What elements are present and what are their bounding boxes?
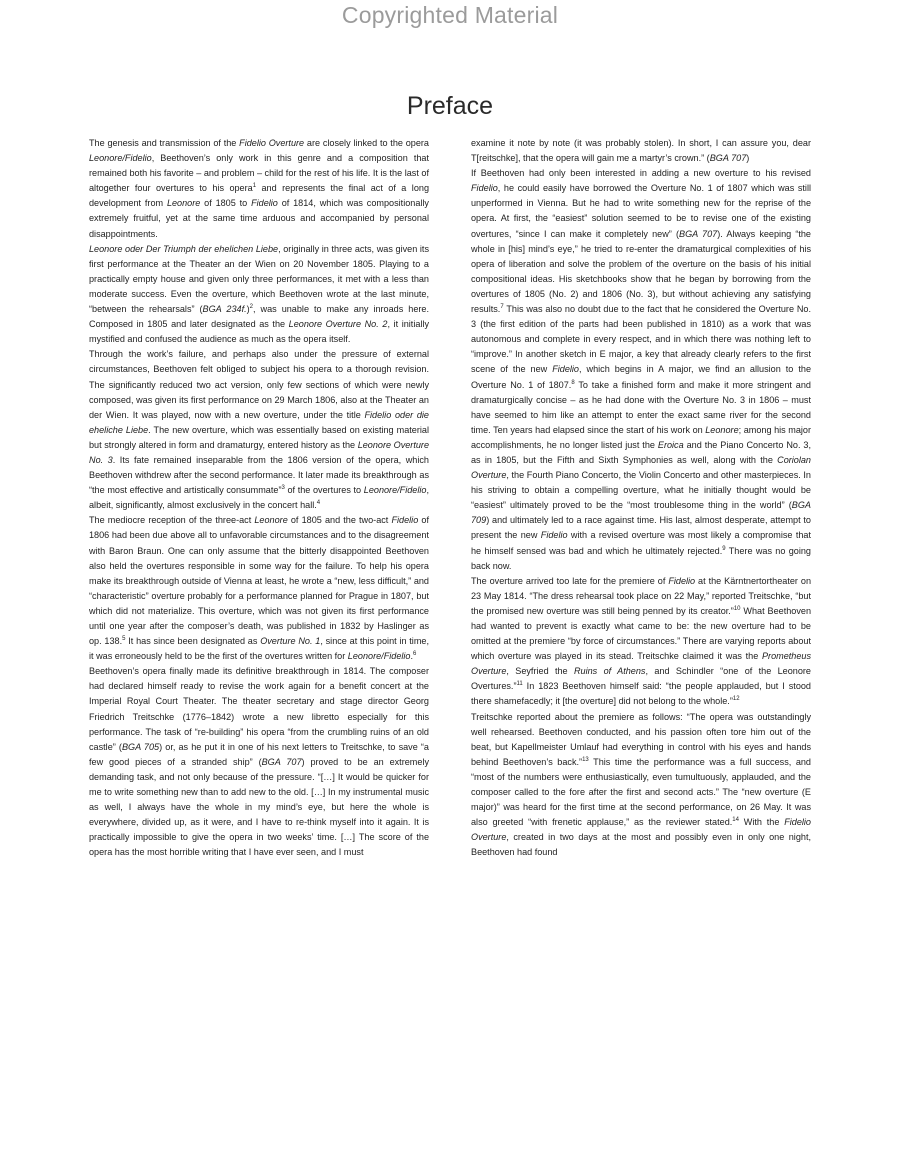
text-run: This was also no doubt due to the fact that he considered the Overture No. 3 (the first edition of the parts had been published in 1810) as a work that was autonomous and complete in every respect, and in which there was nothing left to “improve.” In another sketch in E major, a key that already clearly refers to the first scene of the new — [471, 304, 811, 375]
text-run: , created in two days at the most and possibly even in only one night, Beethoven had found — [471, 832, 811, 858]
footnote-marker: 13 — [582, 756, 589, 763]
footnote-marker: 8 — [571, 379, 575, 386]
text-column-left — [89, 136, 429, 861]
paragraph — [89, 664, 429, 860]
italic-run: Fidelio — [540, 530, 568, 541]
italic-run: Fidelio — [552, 364, 579, 375]
text-run: at the Kärntnertortheater on 23 May 1814. “The dress rehearsal took place on 22 May,” reported Treitschke, “but the promised new overture was still being penned by its creator.” — [471, 575, 812, 616]
footnote-marker: 5 — [122, 636, 126, 643]
footnote-marker: 2 — [249, 304, 254, 310]
text-run: , originally in three acts, was given its first performance at the Theater an der Wien on 20 November 1805. Playing to a practically empty house and given only three performances, it met with a less than moderate success. Even the overture, which Beethoven wrote at the last minute, “between the rehearsals” ( — [89, 243, 429, 315]
italic-run: Fidelio Overture — [239, 138, 305, 148]
paragraph — [89, 513, 429, 664]
text-run: of 1805 to — [200, 198, 252, 209]
text-run: with a revised overture was most likely a compromise that he himself sensed was bad and which he ultimately rejected. — [471, 530, 811, 556]
text-run: Through the work’s failure, and perhaps also under the pressure of external circumstances, Beethoven felt obliged to subject his opera to a thorough revision. The significantly reduced two act version, only few sections of which were newly composed, was given its first performance on 29 March 1806, also at the Theater an der Wien. It was played, now with a new overture, under the title — [89, 349, 429, 420]
paragraph — [471, 574, 811, 710]
italic-run: BGA 707 — [261, 756, 302, 767]
italic-run: Leonore — [166, 198, 201, 209]
text-run: and represents the final act of a long development from — [89, 183, 430, 209]
footnote-marker: 4 — [316, 500, 321, 507]
text-run: There was no going back now. — [471, 545, 811, 571]
footnote-marker: 12 — [732, 696, 740, 703]
text-run: , it initially mystified and confused the audience as much as the opera itself. — [89, 319, 429, 345]
text-run: are closely linked to the opera — [304, 138, 429, 148]
text-run: , since at this point in time, it was erroneously held to be the first of the overtures written for — [89, 636, 429, 662]
text-run: , the Fourth Piano Concerto, the Violin Concerto and other masterpieces. In his striving to obtain a compelling overture, what he initially thought would be “easiest” ultimately proved to be the “most troublesome thing in the world” ( — [471, 470, 811, 511]
footnote-marker: 7 — [500, 304, 504, 310]
text-run: , albeit, significantly, almost exclusively in the concert hall. — [89, 485, 429, 511]
italic-run: BGA 707 — [709, 153, 747, 164]
paragraph — [471, 710, 811, 861]
copyright-watermark: Copyrighted Material — [341, 2, 559, 28]
italic-run: BGA 709 — [471, 500, 811, 526]
text-run: The mediocre reception of the three-act — [89, 515, 255, 526]
text-run: In 1823 Beethoven himself said: “the people applauded, but I stood there shamefacedly; it [the overture] did not belong to the whole.” — [471, 681, 811, 707]
italic-run: Fidelio — [391, 515, 419, 526]
footnote-marker: 11 — [516, 681, 523, 688]
text-run: What Beethoven had wanted to prevent is exactly what came to be: the new overture had to be omitted at the premiere “by force of circumstances.” There are varying reports about which overture was played in its stead. Treitschke claimed it was the — [471, 605, 811, 662]
italic-run: Fidelio — [471, 183, 498, 194]
footnote-marker: 9 — [722, 545, 726, 552]
text-run: ) — [746, 153, 750, 164]
paragraph — [471, 136, 811, 166]
text-run: ) — [246, 304, 250, 315]
italic-run: Prometheus Overture — [471, 651, 811, 677]
italic-run: Eroica — [657, 439, 684, 450]
italic-run: Ruins of Athens — [573, 666, 646, 677]
italic-run: Leonore/Fidelio — [347, 651, 411, 662]
text-run: ). Always keeping “the whole in [his] mind’s eye,” he tried to re-enter the dramaturgical complexities of his opera of liberation and solve the problem of the overture on the basis of his initial compositional ideas. His sketchbooks show that he began by borrowing from the overtures of 1805 (No. 2) and 1806 (No. 3), but without achieving any satisfying results. — [471, 228, 811, 315]
italic-run: Fidelio oder die eheliche Liebe — [89, 409, 429, 435]
text-run: ) proved to be an extremely demanding task, and not only because of the pressure. “[…] It would be quicker for me to write something new than to add new to the old. […] In my instrumental music as well, I always have the whole in my mind’s eye, but here the whole is everywhere, divided up, as it were, and I have to re-think myself into it again. It is practically impossible to give the opera in two weeks’ time. […] The score of the opera has the most horrible writing that I have ever seen, and I must — [89, 756, 429, 858]
text-run: , which begins in A major, we find an allusion to the Overture No. 1 of 1807. — [471, 364, 812, 390]
text-run: ) and ultimately led to a race against time. His last, almost desperate, attempt to present the new — [471, 515, 811, 541]
paragraph — [89, 347, 429, 513]
italic-run: Leonore Overture No. 3 — [89, 439, 430, 465]
italic-run: Coriolan Overture — [471, 454, 811, 481]
footnote-marker: 3 — [281, 485, 285, 492]
text-run: , Beethoven’s only work in this genre and a composition that remained both his favorite – and problem – child for the rest of his life. It is the last of altogether four overtures to his opera — [89, 153, 429, 194]
text-run: and the Piano Concerto No. 3, as in 1805, but the Fifth and Sixth Symphonies as well, along with the — [471, 439, 811, 465]
text-run: . The new overture, which was essentially based on existing material but strongly altered in form and dramaturgy, entered history as the — [89, 424, 429, 450]
italic-run: BGA 234f. — [202, 304, 247, 315]
text-run: of 1805 and the two-act — [287, 515, 392, 526]
italic-run: BGA 705 — [121, 741, 160, 752]
text-run: of the overtures to — [284, 485, 364, 496]
text-run: The genesis and transmission of the — [89, 138, 240, 148]
footnote-marker: 14 — [732, 817, 739, 824]
text-run: The overture arrived too late for the premiere of — [471, 575, 669, 586]
paragraph — [471, 166, 811, 574]
italic-run: Leonore/Fidelio — [363, 485, 427, 496]
text-run: , and Schindler “one of the Leonore Overtures.” — [471, 666, 811, 692]
text-run: ) or, as he put it in one of his next letters to Treitschke, to save “a few good pieces of a stranded ship” ( — [89, 741, 429, 767]
text-run: , he could easily have borrowed the Overture No. 1 of 1807 which was still unperformed in Vienna. But he had to write something new for the reprise of the opera. At first, the “easiest” solution seemed to be to revise one of the existing overtures, “since I can make it completely new” ( — [471, 183, 811, 239]
italic-run: Fidelio — [251, 198, 278, 209]
italic-run: Fidelio Overture — [471, 817, 811, 843]
text-run: . Its fate remained inseparable from the 1806 version of the opera, which Beethoven withdrew after the second performance. It later made its breakthrough as “the most effective and artistically consummate” — [89, 454, 429, 496]
italic-run: Leonore — [254, 515, 288, 526]
text-run: Beethoven’s opera finally made its definitive breakthrough in 1814. The composer had declared himself ready to revise the work again for a benefit concert at the Imperial Royal Court Theater. The theater secretary and stage director Georg Friedrich Treitschke (1776–1842) wrote a new libretto especially for this performance. The task of “re-building” his opera “from the crumbling ruins of an old castle” ( — [89, 666, 429, 752]
text-run: Treitschke reported about the premiere as follows: “The opera was outstandingly well rehearsed. Beethoven conducted, and his passion often tore him out of the beat, but Kapellmeister Umlauf had everything in control with his eyes and hands behind Beethoven’s back.” — [471, 711, 811, 767]
text-run: To take a finished form and make it more stringent and dramaturgically concise – as he had done with the Overture No. 3 in 1806 – must have seemed to him like an attempt to enter the exact same river for the second time. Ten years had elapsed since the start of his work on — [471, 379, 811, 435]
italic-run: Leonore oder Der Triumph der ehelichen Liebe — [89, 243, 279, 254]
text-run: of 1806 had been due above all to unfavorable circumstances and to the disagreement with Baron Braun. One can only assume that the bitterly disappointed Beethoven also held the overtures responsible in some way for the failure. To help his opera make its breakthrough outside of Vienna at least, he wrote a “new, less difficult,” and “characteristic” overture probably for a performance planned for Prague in 1807, but which did not materialize. This overture, which was not given its first performance until one year after the composer’s death, was published in 1832 by Haslinger as op. 138. — [89, 515, 429, 647]
footnote-marker: 1 — [252, 183, 257, 190]
text-run: It has since been designated as — [125, 636, 261, 647]
italic-run: Leonore — [705, 424, 739, 435]
page-title: Preface — [406, 92, 494, 120]
footnote-marker: 6 — [413, 651, 417, 658]
text-run: of 1814, which was compositionally extremely fruitful, yet at the same time arduous and accompanied by personal disappointments. — [89, 198, 429, 239]
italic-run: Leonore Overture No. 2 — [288, 319, 388, 330]
text-run: examine it note by note (it was probably stolen). In short, I can assure you, dear T[reitschke], that the opera will gain me a martyr’s crown.” ( — [471, 138, 811, 164]
italic-run: Overture No. 1 — [260, 636, 321, 647]
italic-run: Leonore/Fidelio — [89, 153, 152, 164]
text-run: With the — [738, 817, 785, 828]
italic-run: Fidelio — [668, 575, 696, 586]
text-run: ; among his major accomplishments, he no longer listed just the — [471, 424, 811, 450]
text-run: This time the performance was a full success, and “most of the numbers were enthusiastically, even tumultuously, applauded, and the composer called to the fore after the first and second acts.” The “new overture (E major)” was heard for the first time at the second performance, on 26 May. It was also greeted “with frenetic applause,” as the reviewer stated. — [471, 756, 811, 828]
text-run: , Seyfried the — [506, 666, 574, 677]
paragraph — [89, 136, 429, 242]
footnote-marker: 10 — [733, 605, 741, 612]
italic-run: BGA 707 — [679, 228, 718, 239]
text-run: . — [410, 651, 414, 662]
text-column-right — [471, 136, 811, 861]
paragraph — [89, 242, 429, 348]
text-run: , was unable to make any inroads here. Composed in 1805 and later designated as the — [89, 304, 429, 330]
text-run: If Beethoven had only been interested in adding a new overture to his revised — [471, 168, 811, 179]
